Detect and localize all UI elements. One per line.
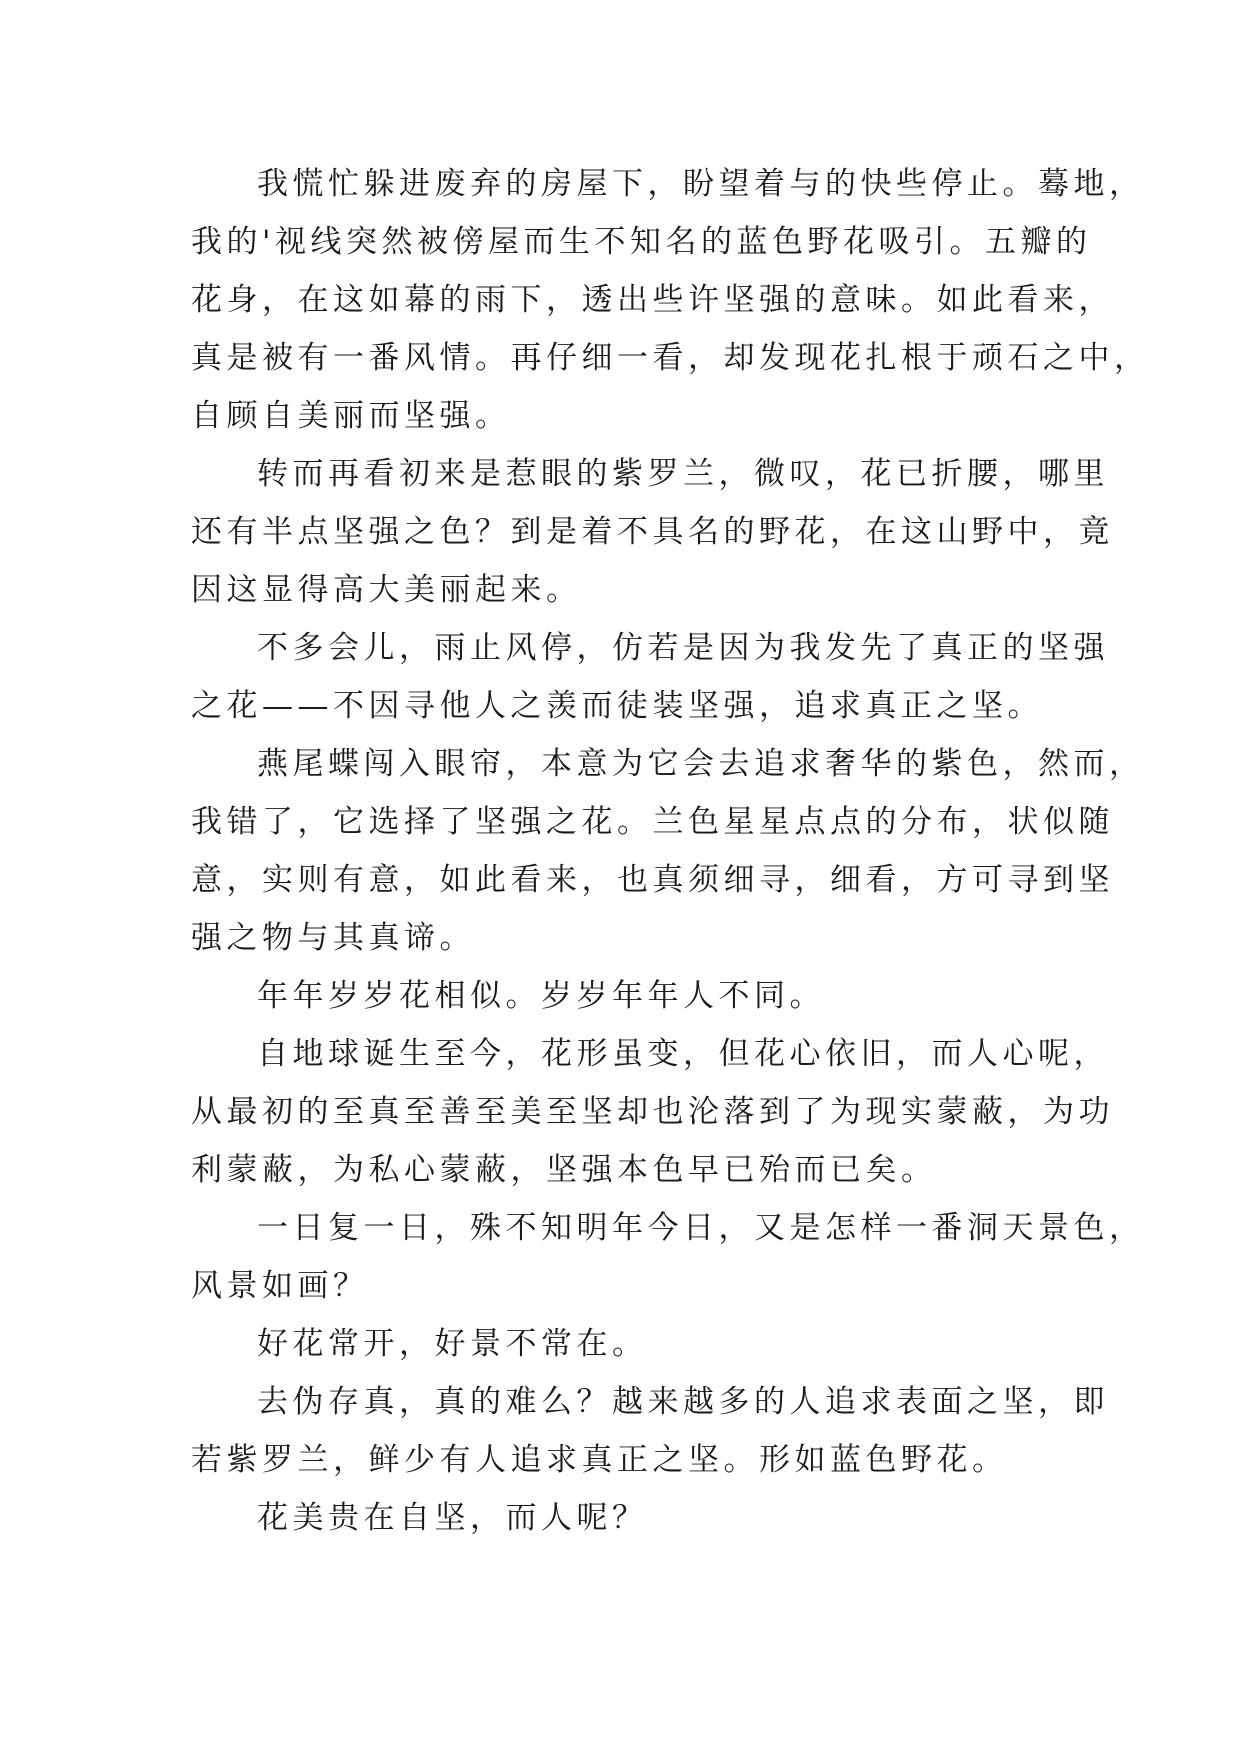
text-line: 若紫罗兰，鲜少有人追求真正之坚。形如蓝色野花。 xyxy=(191,1442,1008,1478)
paragraph-4 xyxy=(191,735,1145,967)
text-line: 花身，在这如幕的雨下，透出些许坚强的意味。如此看来， xyxy=(191,282,1114,318)
text-line: 我的'视线突然被傍屋而生不知名的蓝色野花吸引。五瓣的 xyxy=(191,224,1092,260)
paragraph-8 xyxy=(191,1315,1071,1373)
text-line: 我错了，它选择了坚强之花。兰色星星点点的分布，状似随 xyxy=(191,804,1114,840)
text-line: 自地球诞生至今，花形虽变，但花心依旧，而人心呢， xyxy=(257,1036,1109,1072)
text-line: 年年岁岁花相似。岁岁年年人不同。 xyxy=(257,978,825,1014)
text-line: 花美贵在自坚，而人呢？ xyxy=(257,1500,648,1536)
text-line: 好花常开，好景不常在。 xyxy=(257,1326,648,1362)
text-line: 风景如画？ xyxy=(191,1268,369,1304)
text-line: 去伪存真，真的难么？越来越多的人追求表面之坚，即 xyxy=(257,1384,1109,1420)
text-line: 真是被有一番风情。再仔细一看，却发现花扎根于顽石之中， xyxy=(191,340,1150,376)
text-line: 之花——不因寻他人之羡而徒装坚强，追求真正之坚。 xyxy=(191,688,1043,724)
paragraph-2 xyxy=(191,445,1114,619)
text-line: 强之物与其真谛。 xyxy=(191,920,475,956)
paragraph-5 xyxy=(191,967,1071,1025)
text-line: 我慌忙躲进废弃的房屋下，盼望着与的快些停止。蓦地， xyxy=(257,166,1145,202)
paragraph-7 xyxy=(191,1199,1145,1315)
paragraph-6 xyxy=(191,1025,1114,1199)
paragraph-3 xyxy=(191,619,1109,735)
text-line: 意，实则有意，如此看来，也真须细寻，细看，方可寻到坚 xyxy=(191,862,1114,898)
paragraph-9 xyxy=(191,1373,1109,1489)
text-line: 还有半点坚强之色？到是着不具名的野花，在这山野中，竟 xyxy=(191,514,1114,550)
paragraph-10 xyxy=(191,1489,1071,1547)
text-line: 不多会儿，雨止风停，仿若是因为我发先了真正的坚强 xyxy=(257,630,1109,666)
text-line: 利蒙蔽，为私心蒙蔽，坚强本色早已殆而已矣。 xyxy=(191,1152,937,1188)
text-line: 一日复一日，殊不知明年今日，又是怎样一番洞天景色， xyxy=(257,1210,1145,1246)
text-line: 转而再看初来是惹眼的紫罗兰，微叹，花已折腰，哪里 xyxy=(257,456,1109,492)
document-body xyxy=(191,155,1150,1547)
text-line: 自顾自美丽而坚强。 xyxy=(191,398,511,434)
text-line: 因这显得高大美丽起来。 xyxy=(191,572,582,608)
paragraph-1 xyxy=(191,155,1150,445)
text-line: 从最初的至真至善至美至坚却也沦落到了为现实蒙蔽，为功 xyxy=(191,1094,1114,1130)
text-line: 燕尾蝶闯入眼帘，本意为它会去追求奢华的紫色，然而， xyxy=(257,746,1145,782)
